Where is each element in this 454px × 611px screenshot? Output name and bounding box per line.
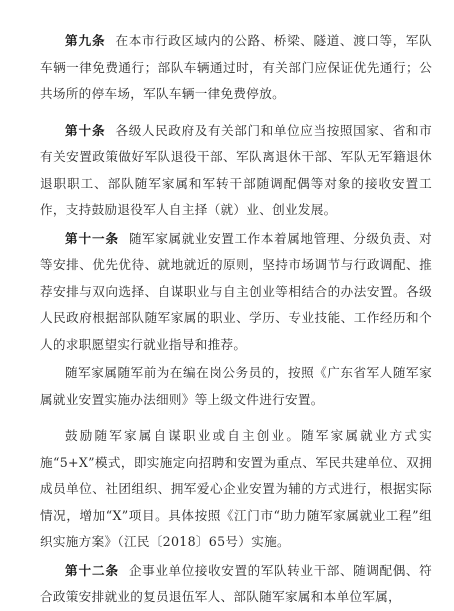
paragraph-text: 在本市行政区域内的公路、桥梁、隧道、渡口等，军队车辆一律免费通行；部队车辆通过时，有关部门应保证优先通行；公共场所的停车场，军队车辆一律免费停放。: [40, 33, 432, 101]
paragraph-text: 各级人民政府及有关部门和单位应当按照国家、省和市有关安置政策做好军队退役干部、军队离退休干部、军队无军籍退休退职职工、部队随军家属和军转干部随调配偶等对象的接收安置工作，支持鼓励退役军人自主择（就）业、创业发展。: [40, 122, 432, 217]
paragraph-article-10: [40, 118, 432, 224]
paragraph-article-11: [40, 226, 432, 359]
paragraph-text: 随军家属就业安置工作本着属地管理、分级负责、对等安排、优先优待、就地就近的原则，坚持市场调节与行政调配、推荐安排与双向选择、自谋职业与自主创业等相结合的办法安置。各级人民政府根据部队随军家属的职业、学历、专业技能、工作经历和个人的求职愿望实行就业指导和推荐。: [40, 230, 432, 352]
paragraph-text: 鼓励随军家属自谋职业或自主创业。随军家属就业方式实施“5+X”模式，即实施定向招聘和安置为重点、军民共建单位、双拥成员单位、社团组织、拥军爱心企业安置为辅的方式进行，根据实际情况，增加“X”项目。具体按照《江门市“助力随军家属就业工程”组织实施方案》（江民〔2018〕65号）实施。: [40, 428, 432, 549]
paragraph-article-12: [40, 558, 432, 611]
paragraph-military-family-placement: [40, 360, 432, 413]
article-heading: 第十条: [65, 122, 106, 138]
paragraph-self-employment: [40, 423, 432, 556]
paragraph-article-9: [40, 28, 432, 108]
article-heading: 第十二条: [65, 562, 119, 578]
article-heading: 第九条: [65, 33, 106, 48]
paragraph-text: 企事业单位接收安置的军队转业干部、随调配偶、符合政策安排就业的复员退伍军人、部队随军家属和本单位军属，: [40, 562, 432, 604]
article-heading: 第十一条: [65, 230, 119, 246]
paragraph-text: 随军家属随军前为在编在岗公务员的，按照《广东省军人随军家属就业安置实施办法细则》等上级文件进行安置。: [40, 365, 432, 407]
